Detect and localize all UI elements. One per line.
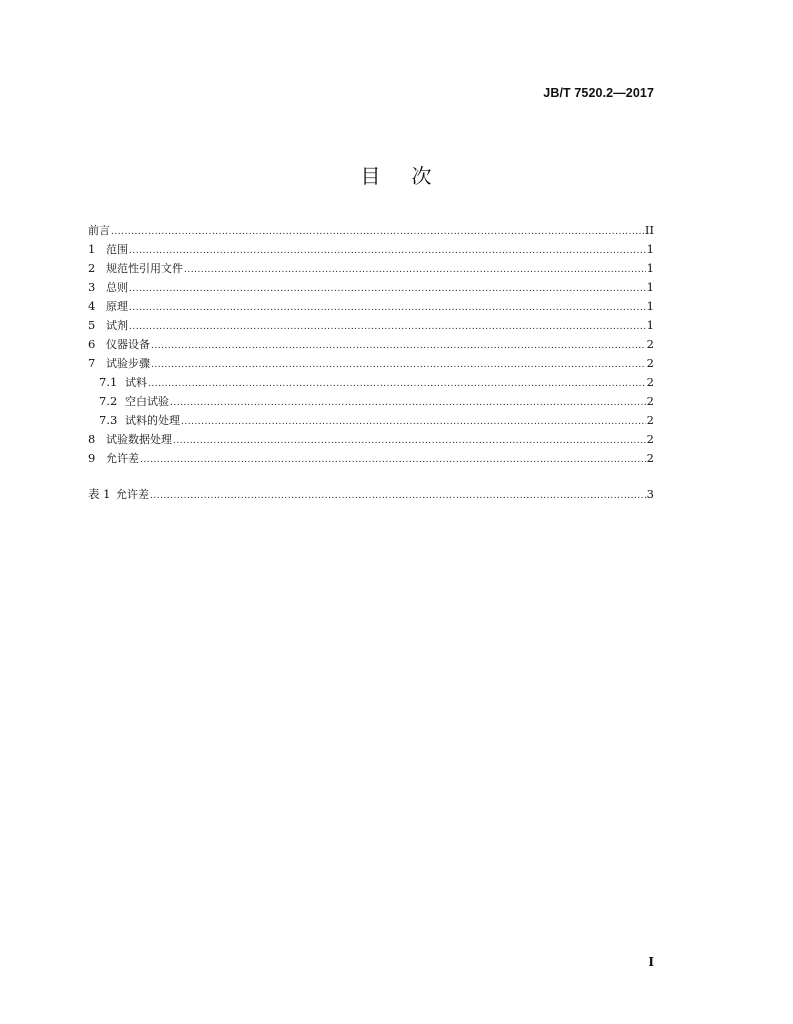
toc-entry-number: 6 — [88, 337, 96, 351]
toc-entry-number: 9 — [88, 451, 96, 465]
toc-entry-number: 7 — [88, 356, 96, 370]
toc-entry-7-1[interactable] — [88, 374, 654, 393]
toc-entry-number: 7.2 — [99, 394, 118, 408]
toc-entry-label: 试料 — [125, 376, 147, 389]
toc-entry-4[interactable] — [88, 298, 654, 317]
toc-entry-page: 2 — [646, 375, 654, 389]
toc-entry-page: 2 — [646, 356, 654, 370]
toc-entry-label: 试料的处理 — [125, 414, 180, 427]
toc-entry-page: 2 — [646, 451, 654, 465]
toc-entry-9[interactable] — [88, 450, 654, 469]
toc-title-part-1: 目 — [360, 164, 382, 188]
toc-entry-label: 规范性引用文件 — [106, 262, 183, 275]
toc-entry-5[interactable] — [88, 317, 654, 336]
toc-entry-label: 仪器设备 — [106, 338, 150, 351]
toc-entry-page: 2 — [646, 394, 654, 408]
toc-entry-label: 总则 — [106, 281, 128, 294]
dot-leader — [129, 303, 646, 313]
toc-entry-page: II — [644, 223, 654, 237]
toc-entry-page: 2 — [646, 432, 654, 446]
page-number: I — [648, 955, 654, 969]
dot-leader — [184, 265, 646, 275]
toc-entry-page: 2 — [646, 413, 654, 427]
toc-entry-page: 1 — [646, 318, 654, 332]
dot-leader — [129, 246, 646, 256]
dot-leader — [151, 341, 646, 351]
toc-entry-number: 7.1 — [99, 375, 118, 389]
toc-entry-label: 空白试验 — [125, 395, 169, 408]
toc-title-part-2: 次 — [411, 164, 433, 188]
toc-entry-7[interactable] — [88, 355, 654, 374]
toc-entry-page: 1 — [646, 280, 654, 294]
toc-entry-number: 3 — [88, 280, 96, 294]
toc-entry-1[interactable] — [88, 241, 654, 260]
toc-entry-number: 4 — [88, 299, 96, 313]
toc-title — [0, 160, 793, 189]
dot-leader — [111, 227, 644, 237]
toc-entry-number: 表 1 — [88, 487, 111, 501]
toc-entry-label: 前言 — [88, 224, 110, 237]
toc-entry-table-1[interactable] — [88, 486, 654, 505]
toc-entry-7-2[interactable] — [88, 393, 654, 412]
dot-leader — [170, 398, 646, 408]
toc-entry-number: 5 — [88, 318, 96, 332]
toc-entry-6[interactable] — [88, 336, 654, 355]
dot-leader — [129, 284, 646, 294]
toc-entry-page: 1 — [646, 299, 654, 313]
toc-entry-number: 2 — [88, 261, 96, 275]
toc-entry-number: 1 — [88, 242, 96, 256]
toc-entry-label: 试验步骤 — [106, 357, 150, 370]
toc-entry-label: 试验数据处理 — [106, 433, 172, 446]
table-of-contents — [88, 222, 654, 505]
toc-entry-page: 1 — [646, 242, 654, 256]
toc-entry-8[interactable] — [88, 431, 654, 450]
document-code: JB/T 7520.2—2017 — [543, 86, 654, 100]
dot-leader — [173, 436, 646, 446]
toc-entry-page: 3 — [646, 487, 654, 501]
toc-entry-3[interactable] — [88, 279, 654, 298]
toc-entry-label: 范围 — [106, 243, 128, 256]
dot-leader — [148, 379, 646, 389]
toc-entry-2[interactable] — [88, 260, 654, 279]
dot-leader — [151, 360, 646, 370]
toc-entry-number: 7.3 — [99, 413, 118, 427]
toc-entry-label: 原理 — [106, 300, 128, 313]
dot-leader — [150, 491, 646, 501]
dot-leader — [129, 322, 646, 332]
toc-entry-number: 8 — [88, 432, 96, 446]
toc-entry-label: 允许差 — [116, 488, 149, 501]
toc-entry-label: 试剂 — [106, 319, 128, 332]
toc-entry-page: 2 — [646, 337, 654, 351]
toc-entry-foreword[interactable] — [88, 222, 654, 241]
dot-leader — [140, 455, 646, 465]
toc-entry-label: 允许差 — [106, 452, 139, 465]
toc-entry-7-3[interactable] — [88, 412, 654, 431]
dot-leader — [181, 417, 646, 427]
toc-entry-page: 1 — [646, 261, 654, 275]
